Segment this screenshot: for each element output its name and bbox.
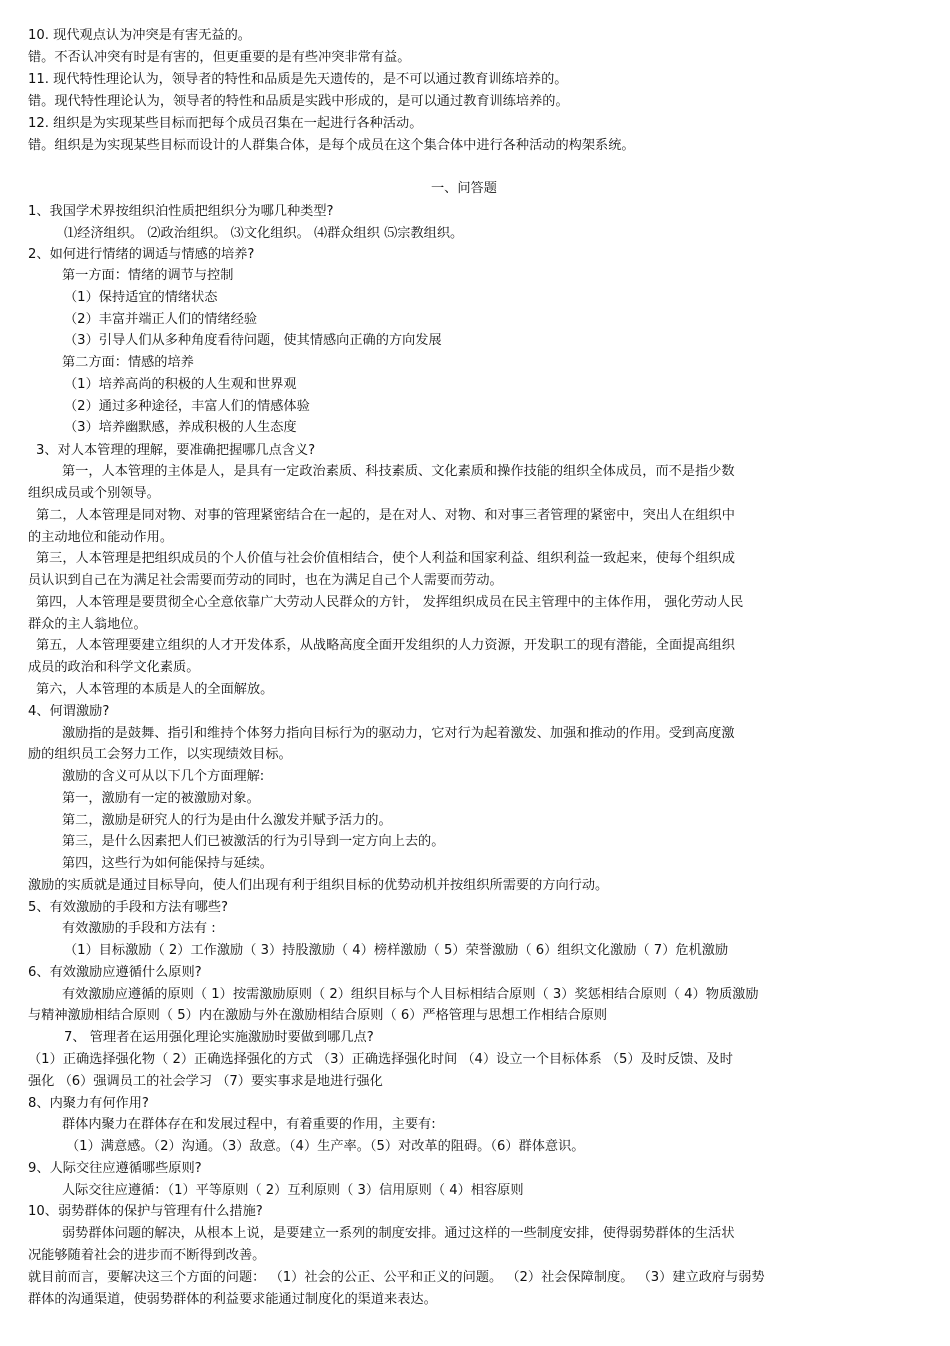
text-line: 错。现代特性理论认为，领导者的特性和品质是实践中形成的，是可以通过教育训练培养的。: [28, 94, 569, 109]
text-line: 群众的主人翁地位。: [28, 617, 147, 632]
question-title: 9、人际交往应遵循哪些原则?: [28, 1161, 202, 1176]
text-line: 第一方面：情绪的调节与控制: [62, 268, 234, 283]
text-line: 强化 （6）强调员工的社会学习 （7）要实事求是地进行强化: [28, 1074, 383, 1089]
text-line: 有效激励的手段和方法有 :: [62, 921, 216, 936]
section-heading: 一、问答题: [431, 181, 497, 196]
text-line: 就目前而言，要解决这三个方面的问题： （1）社会的公正、公平和正义的问题。 （2）社会保障制度。 （3）建立政府与弱势: [28, 1270, 765, 1285]
question-title: 4、何谓激励?: [28, 704, 110, 719]
question-title: 7、 管理者在运用强化理论实施激励时要做到哪几点?: [64, 1030, 374, 1045]
text-line: （1）培养高尚的积极的人生观和世界观: [64, 377, 297, 392]
text-line: 第一，人本管理的主体是人，是具有一定政治素质、科技素质、文化素质和操作技能的组织全体成员，而不是指少数: [62, 464, 735, 479]
text-line: 11. 现代特性理论认为，领导者的特性和品质是先天遗传的，是不可以通过教育训练培养的。: [28, 72, 568, 87]
question-title: 6、有效激励应遵循什么原则?: [28, 965, 202, 980]
text-line: 激励的实质就是通过目标导向，使人们出现有利于组织目标的优势动机并按组织所需要的方向行动。: [28, 878, 609, 893]
text-line: 第四，人本管理是要贯彻全心全意依靠广大劳动人民群众的方针， 发挥组织成员在民主管理中的主体作用， 强化劳动人民: [36, 595, 744, 610]
text-line: 错。组织是为实现某些目标而设计的人群集合体，是每个成员在这个集合体中进行各种活动的构架系统。: [28, 138, 635, 153]
text-line: （1）满意感。（2）沟通。（3）敌意。（4）生产率。（5）对改革的阻碍。（6）群体意识。: [66, 1139, 585, 1154]
question-title: 8、内聚力有何作用?: [28, 1096, 149, 1111]
text-line: （2）丰富并端正人们的情绪经验: [64, 312, 258, 327]
text-line: ⑴经济组织。 ⑵政治组织。 ⑶文化组织。 ⑷群众组织 ⑸宗教组织。: [64, 226, 464, 241]
text-line: 错。不否认冲突有时是有害的，但更重要的是有些冲突非常有益。: [28, 50, 411, 65]
text-line: 的主动地位和能动作用。: [28, 530, 174, 545]
text-line: （3）引导人们从多种角度看待问题，使其情感向正确的方向发展: [64, 333, 442, 348]
text-line: 第四，这些行为如何能保持与延续。: [62, 856, 273, 871]
question-title: 5、有效激励的手段和方法有哪些?: [28, 900, 229, 915]
text-line: 第三，是什么因素把人们已被激活的行为引导到一定方向上去的。: [62, 834, 445, 849]
text-line: 与精神激励相结合原则（ 5）内在激励与外在激励相结合原则（ 6）严格管理与思想工作相结合原则: [28, 1008, 608, 1023]
text-line: （1）正确选择强化物（ 2）正确选择强化的方式 （3）正确选择强化时间 （4）设立一个目标体系 （5）及时反馈、及时: [28, 1052, 733, 1067]
text-line: （2）通过多种途径，丰富人们的情感体验: [64, 399, 310, 414]
question-title: 2、如何进行情绪的调适与情感的培养?: [28, 247, 255, 262]
text-line: 组织成员或个别领导。: [28, 486, 160, 501]
question-title: 1、我国学术界按组织泊性质把组织分为哪几种类型?: [28, 204, 334, 219]
text-line: 第二，激励是研究人的行为是由什么激发并赋予活力的。: [62, 813, 392, 828]
text-line: 群体内聚力在群体存在和发展过程中，有着重要的作用，主要有:: [62, 1117, 436, 1132]
text-line: 第一，激励有一定的被激励对象。: [62, 791, 260, 806]
text-line: 12. 组织是为实现某些目标而把每个成员召集在一起进行各种活动。: [28, 116, 423, 131]
text-line: 激励指的是鼓舞、指引和维持个体努力指向目标行为的驱动力，它对行为起着激发、加强和推动的作用。受到高度激: [62, 726, 735, 741]
text-line: 第二方面：情感的培养: [62, 355, 194, 370]
text-line: （3）培养幽默感，养成积极的人生态度: [64, 420, 297, 435]
text-line: （1）目标激励（ 2）工作激励（ 3）持股激励（ 4）榜样激励（ 5）荣誉激励（ 6）组织文化激励（ 7）危机激励: [64, 943, 729, 958]
text-line: 第六，人本管理的本质是人的全面解放。: [36, 682, 274, 697]
text-line: 况能够随着社会的进步而不断得到改善。: [28, 1248, 266, 1263]
text-line: 励的组织员工会努力工作，以实现绩效目标。: [28, 747, 292, 762]
text-line: 员认识到自己在为满足社会需要而劳动的同时，也在为满足自己个人需要而劳动。: [28, 573, 503, 588]
text-line: 弱势群体问题的解决，从根本上说，是要建立一系列的制度安排。通过这样的一些制度安排，使得弱势群体的生活状: [62, 1226, 735, 1241]
text-line: （1）保持适宜的情绪状态: [64, 290, 218, 305]
text-line: 第五，人本管理要建立组织的人才开发体系，从战略高度全面开发组织的人力资源，开发职工的现有潜能，全面提高组织: [36, 638, 735, 653]
text-line: 第二，人本管理是同对物、对事的管理紧密结合在一起的，是在对人、对物、和对事三者管理的紧密中，突出人在组织中: [36, 508, 735, 523]
question-title: 10、弱势群体的保护与管理有什么措施?: [28, 1204, 263, 1219]
text-line: 成员的政治和科学文化素质。: [28, 660, 200, 675]
text-line: 激励的含义可从以下几个方面理解:: [62, 769, 265, 784]
text-line: 群体的沟通渠道，使弱势群体的利益要求能通过制度化的渠道来表达。: [28, 1292, 437, 1307]
text-line: 人际交往应遵循：（1）平等原则（ 2）互利原则（ 3）信用原则（ 4）相容原则: [62, 1183, 524, 1198]
question-title: 3、对人本管理的理解，要准确把握哪几点含义?: [36, 443, 316, 458]
text-line: 有效激励应遵循的原则（ 1）按需激励原则（ 2）组织目标与个人目标相结合原则（ 3）奖惩相结合原则（ 4）物质激励: [62, 987, 759, 1002]
text-line: 第三，人本管理是把组织成员的个人价值与社会价值相结合，使个人利益和国家利益、组织利益一致起来，使每个组织成: [36, 551, 735, 566]
text-line: 10. 现代观点认为冲突是有害无益的。: [28, 28, 251, 43]
